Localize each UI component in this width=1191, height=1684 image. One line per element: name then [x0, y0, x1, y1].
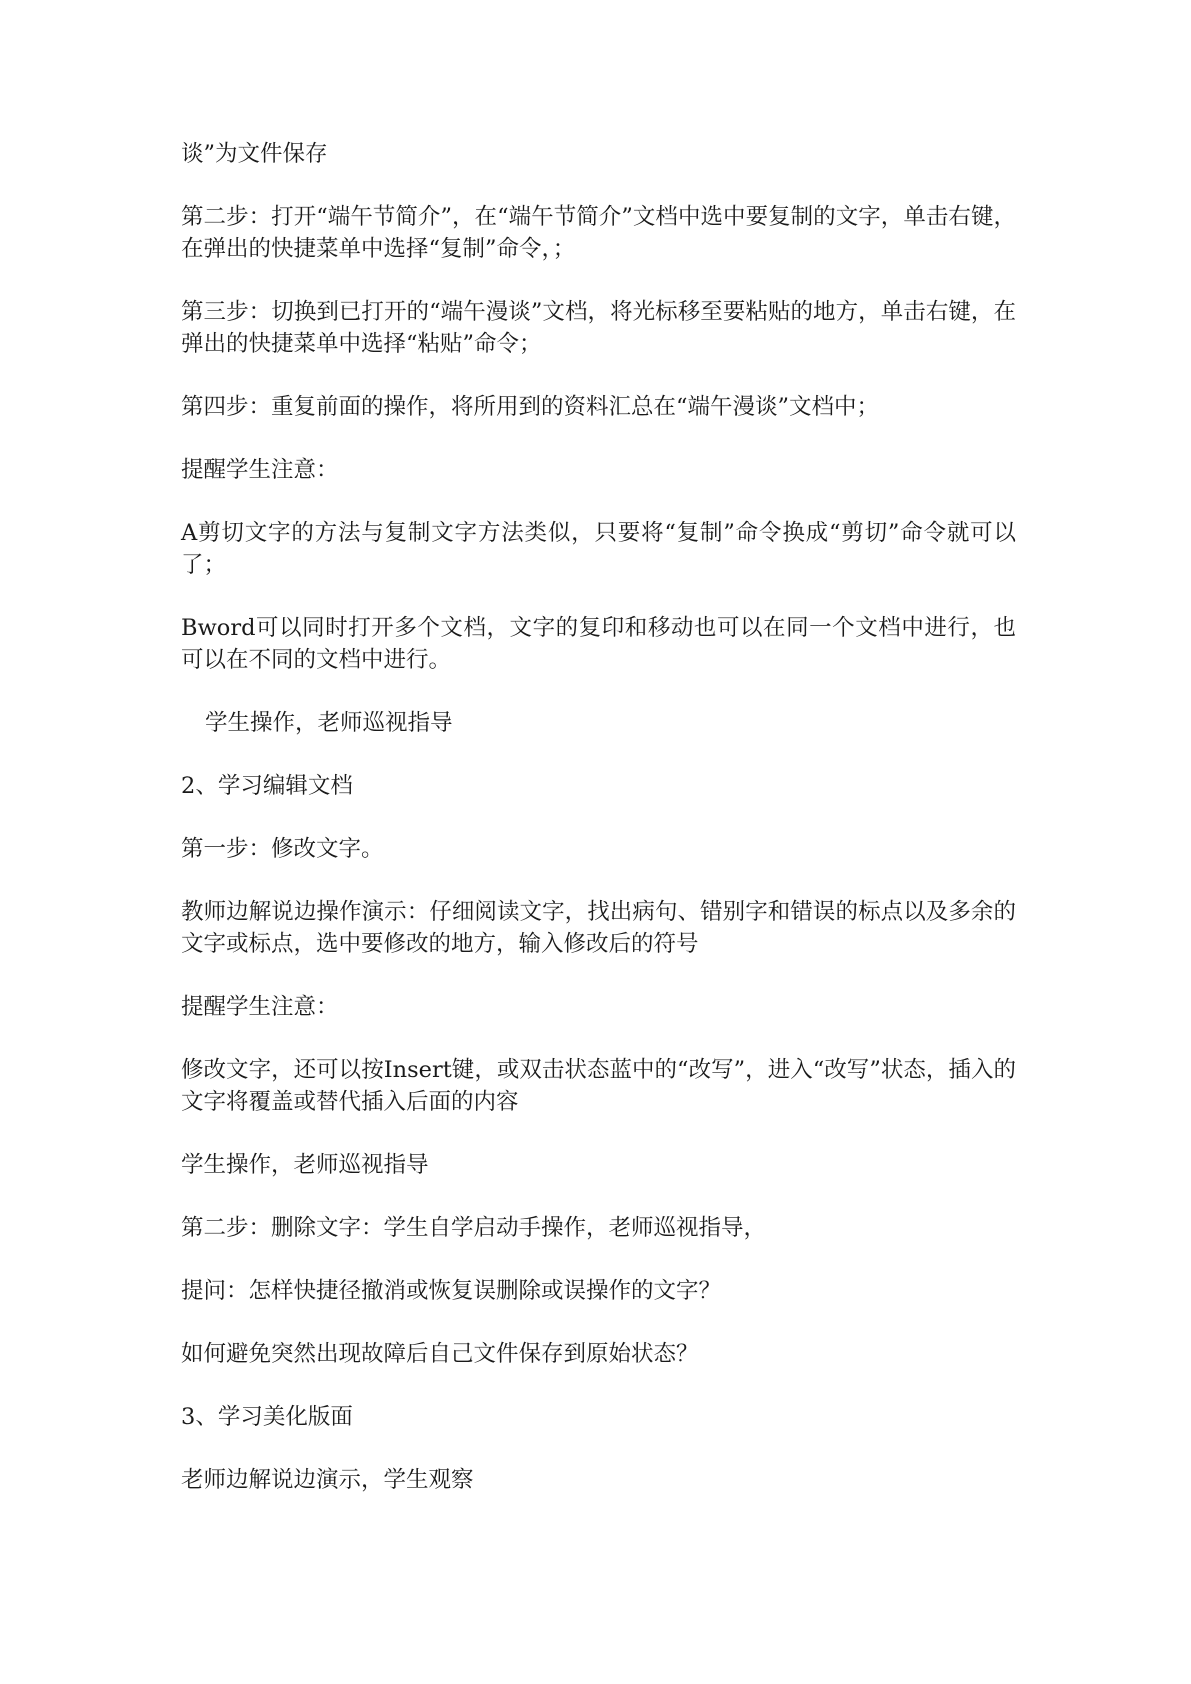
paragraph-save-file-continuation: 谈”为文件保存	[181, 141, 328, 167]
paragraph-note-b-multiple-docs: Bword可以同时打开多个文档，文字的复印和移动也可以在同一个文档中进行，也可以在不同的文档中进行。	[181, 615, 1016, 673]
paragraph-note-a-cut: A剪切文字的方法与复制文字方法类似，只要将“复制”命令换成“剪切”命令就可以了；	[181, 520, 1016, 578]
paragraph-insert-key-note: 修改文字，还可以按Insert键，或双击状态蓝中的“改写”，进入“改写”状态，插入的文字将覆盖或替代插入后面的内容	[181, 1057, 1016, 1115]
paragraph-step-four-summary: 第四步：重复前面的操作，将所用到的资料汇总在“端午漫谈”文档中；	[181, 394, 880, 420]
paragraph-step-one-modify: 第一步：修改文字。	[181, 836, 384, 862]
paragraph-student-practice: 学生操作，老师巡视指导	[205, 710, 453, 736]
paragraph-reminder-heading-2: 提醒学生注意：	[181, 994, 339, 1020]
paragraph-step-two-delete: 第二步：删除文字：学生自学启动手操作，老师巡视指导，	[181, 1215, 767, 1241]
paragraph-question-undo: 提问：怎样快捷径撤消或恢复误删除或误操作的文字？	[181, 1278, 722, 1304]
section-heading-edit-document: 2、学习编辑文档	[181, 773, 353, 799]
document-body	[181, 138, 1016, 1527]
paragraph-student-practice-2: 学生操作，老师巡视指导	[181, 1152, 429, 1178]
paragraph-step-two-copy: 第二步：打开“端午节简介”，在“端午节简介”文档中选中要复制的文字，单击右键，在弹出的快捷菜单中选择“复制”命令，；	[181, 204, 1016, 262]
paragraph-teacher-demo-observe: 老师边解说边演示，学生观察	[181, 1467, 474, 1493]
section-heading-beautify-layout: 3、学习美化版面	[181, 1404, 353, 1430]
paragraph-reminder-heading: 提醒学生注意：	[181, 457, 339, 483]
paragraph-question-avoid-fault: 如何避免突然出现故障后自己文件保存到原始状态？	[181, 1341, 699, 1367]
paragraph-step-three-paste: 第三步：切换到已打开的“端午漫谈”文档，将光标移至要粘贴的地方，单击右键，在弹出的快捷菜单中选择“粘贴”命令；	[181, 299, 1016, 357]
paragraph-teacher-demo: 教师边解说边操作演示：仔细阅读文字，找出病句、错别字和错误的标点以及多余的文字或标点，选中要修改的地方，输入修改后的符号	[181, 899, 1016, 957]
